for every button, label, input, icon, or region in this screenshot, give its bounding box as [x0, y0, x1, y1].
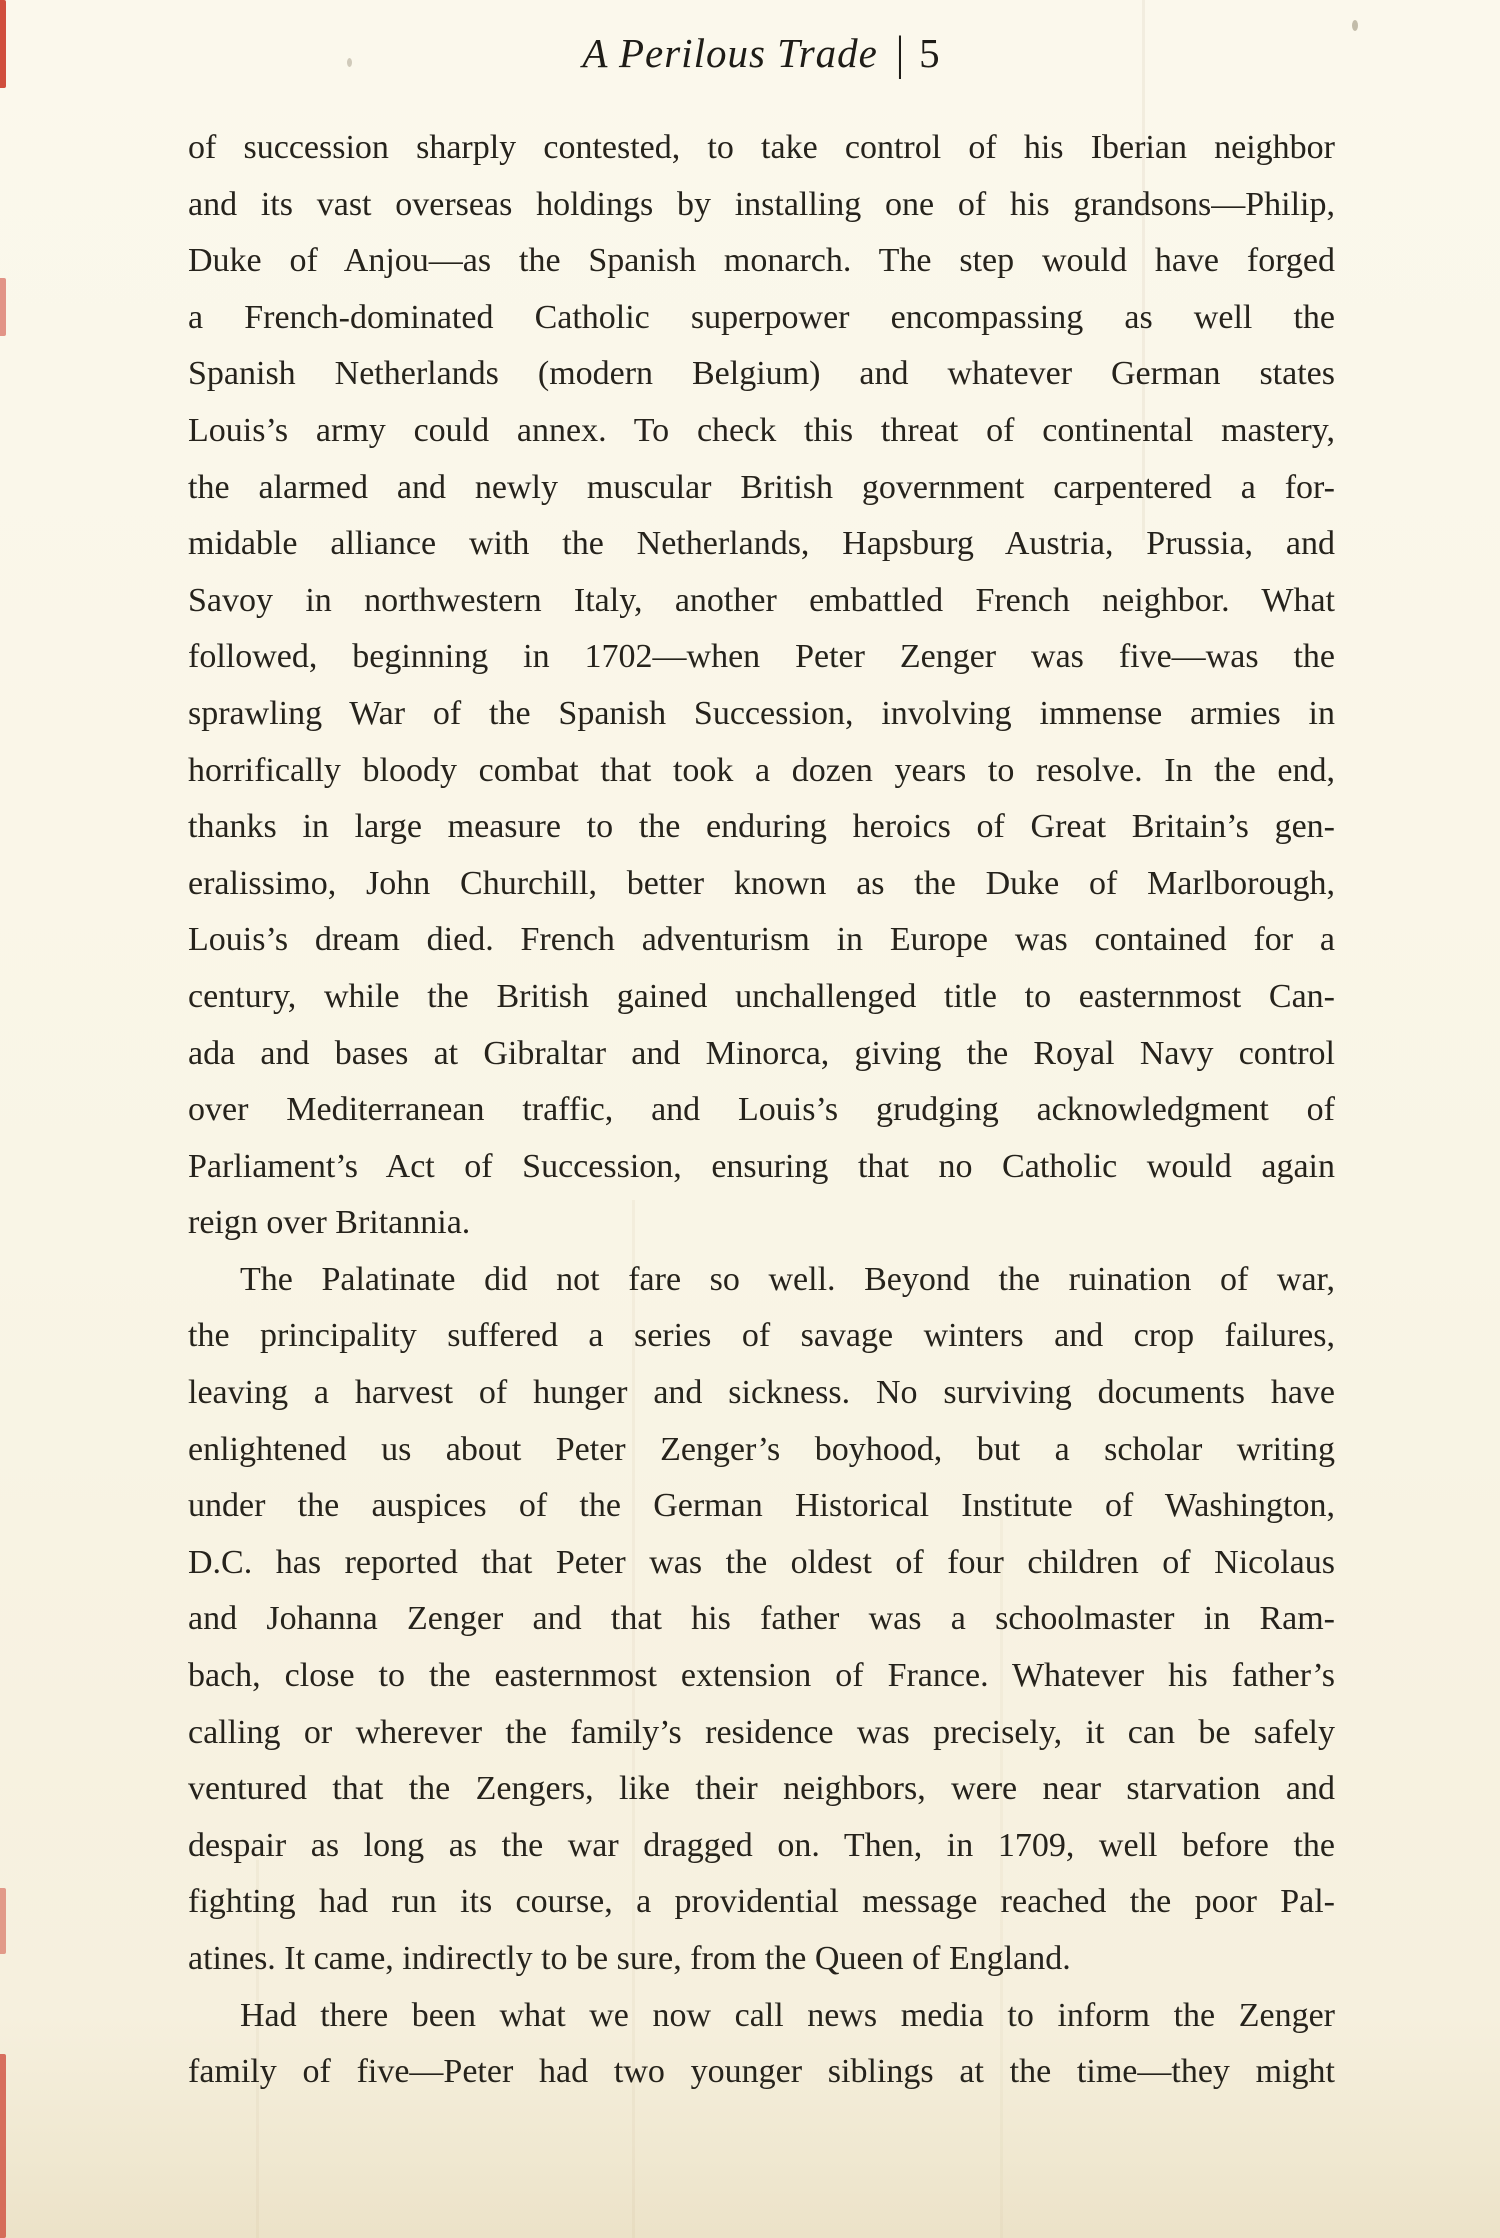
- text-line: followed, beginning in 1702—when Peter Zenger was five—was the: [188, 638, 1335, 676]
- text-line: bach, close to the easternmost extension of France. Whatever his father’s: [188, 1657, 1335, 1695]
- text-line: century, while the British gained unchallenged title to easternmost Can-: [188, 977, 1335, 1015]
- text-line: atines. It came, indirectly to be sure, from the Queen of England.: [188, 1940, 1071, 1977]
- text-line: ada and bases at Gibraltar and Minorca, giving the Royal Navy control: [188, 1034, 1335, 1072]
- text-line: eralissimo, John Churchill, better known as the Duke of Marlborough,: [188, 864, 1335, 902]
- text-line: sprawling War of the Spanish Succession, involving immense armies in: [188, 694, 1335, 732]
- text-line: over Mediterranean traffic, and Louis’s grudging acknowledgment of: [188, 1091, 1335, 1129]
- text-line: the alarmed and newly muscular British government carpentered a for-: [188, 468, 1335, 506]
- text-line: a French-dominated Catholic superpower encompassing as well the: [188, 298, 1335, 336]
- header-divider: |: [895, 26, 906, 80]
- text-line: under the auspices of the German Historical Institute of Washington,: [188, 1487, 1335, 1525]
- text-line: Parliament’s Act of Succession, ensuring that no Catholic would again: [188, 1147, 1335, 1185]
- text-line: thanks in large measure to the enduring heroics of Great Britain’s gen-: [188, 808, 1335, 846]
- text-line: D.C. has reported that Peter was the oldest of four children of Nicolaus: [188, 1543, 1335, 1581]
- text-line: and its vast overseas holdings by installing one of his grandsons—Philip,: [188, 185, 1335, 223]
- text-line: Louis’s dream died. French adventurism in Europe was contained for a: [188, 921, 1335, 959]
- text-line: The Palatinate did not fare so well. Beyond the ruination of war,: [240, 1260, 1335, 1298]
- scan-speck: [1352, 20, 1358, 31]
- text-line: Louis’s army could annex. To check this threat of continental mastery,: [188, 411, 1335, 449]
- text-line: Savoy in northwestern Italy, another embattled French neighbor. What: [188, 581, 1335, 619]
- text-line: fighting had run its course, a providential message reached the poor Pal-: [188, 1883, 1335, 1921]
- text-line: family of five—Peter had two younger siblings at the time—they might: [188, 2053, 1335, 2091]
- book-edge-red-mark: [0, 2054, 6, 2238]
- book-edge-red-mark: [0, 0, 6, 88]
- book-edge-red-mark: [0, 1888, 6, 1954]
- chapter-title: A Perilous Trade: [582, 30, 878, 76]
- text-line: and Johanna Zenger and that his father was a schoolmaster in Ram-: [188, 1600, 1335, 1638]
- text-line: leaving a harvest of hunger and sickness. No surviving documents have: [188, 1374, 1335, 1412]
- text-line: ventured that the Zengers, like their neighbors, were near starvation and: [188, 1770, 1335, 1808]
- text-line: despair as long as the war dragged on. Then, in 1709, well before the: [188, 1826, 1335, 1864]
- text-line: the principality suffered a series of savage winters and crop failures,: [188, 1317, 1335, 1355]
- text-line: midable alliance with the Netherlands, Hapsburg Austria, Prussia, and: [188, 525, 1335, 563]
- running-header: [188, 28, 1335, 78]
- text-line: Spanish Netherlands (modern Belgium) and whatever German states: [188, 355, 1335, 393]
- text-line: horrifically bloody combat that took a dozen years to resolve. In the end,: [188, 751, 1335, 789]
- page-number: 5: [919, 30, 941, 76]
- text-line: Duke of Anjou—as the Spanish monarch. The step would have forged: [188, 242, 1335, 280]
- book-edge-red-mark: [0, 278, 6, 336]
- text-line: reign over Britannia.: [188, 1204, 471, 1242]
- body-text: [188, 120, 1335, 2101]
- text-line: Had there been what we now call news media to inform the Zenger: [240, 1996, 1335, 2034]
- text-line: enlightened us about Peter Zenger’s boyhood, but a scholar writing: [188, 1430, 1335, 1468]
- text-line: of succession sharply contested, to take control of his Iberian neighbor: [188, 129, 1335, 166]
- text-line: calling or wherever the family’s residence was precisely, it can be safely: [188, 1713, 1335, 1751]
